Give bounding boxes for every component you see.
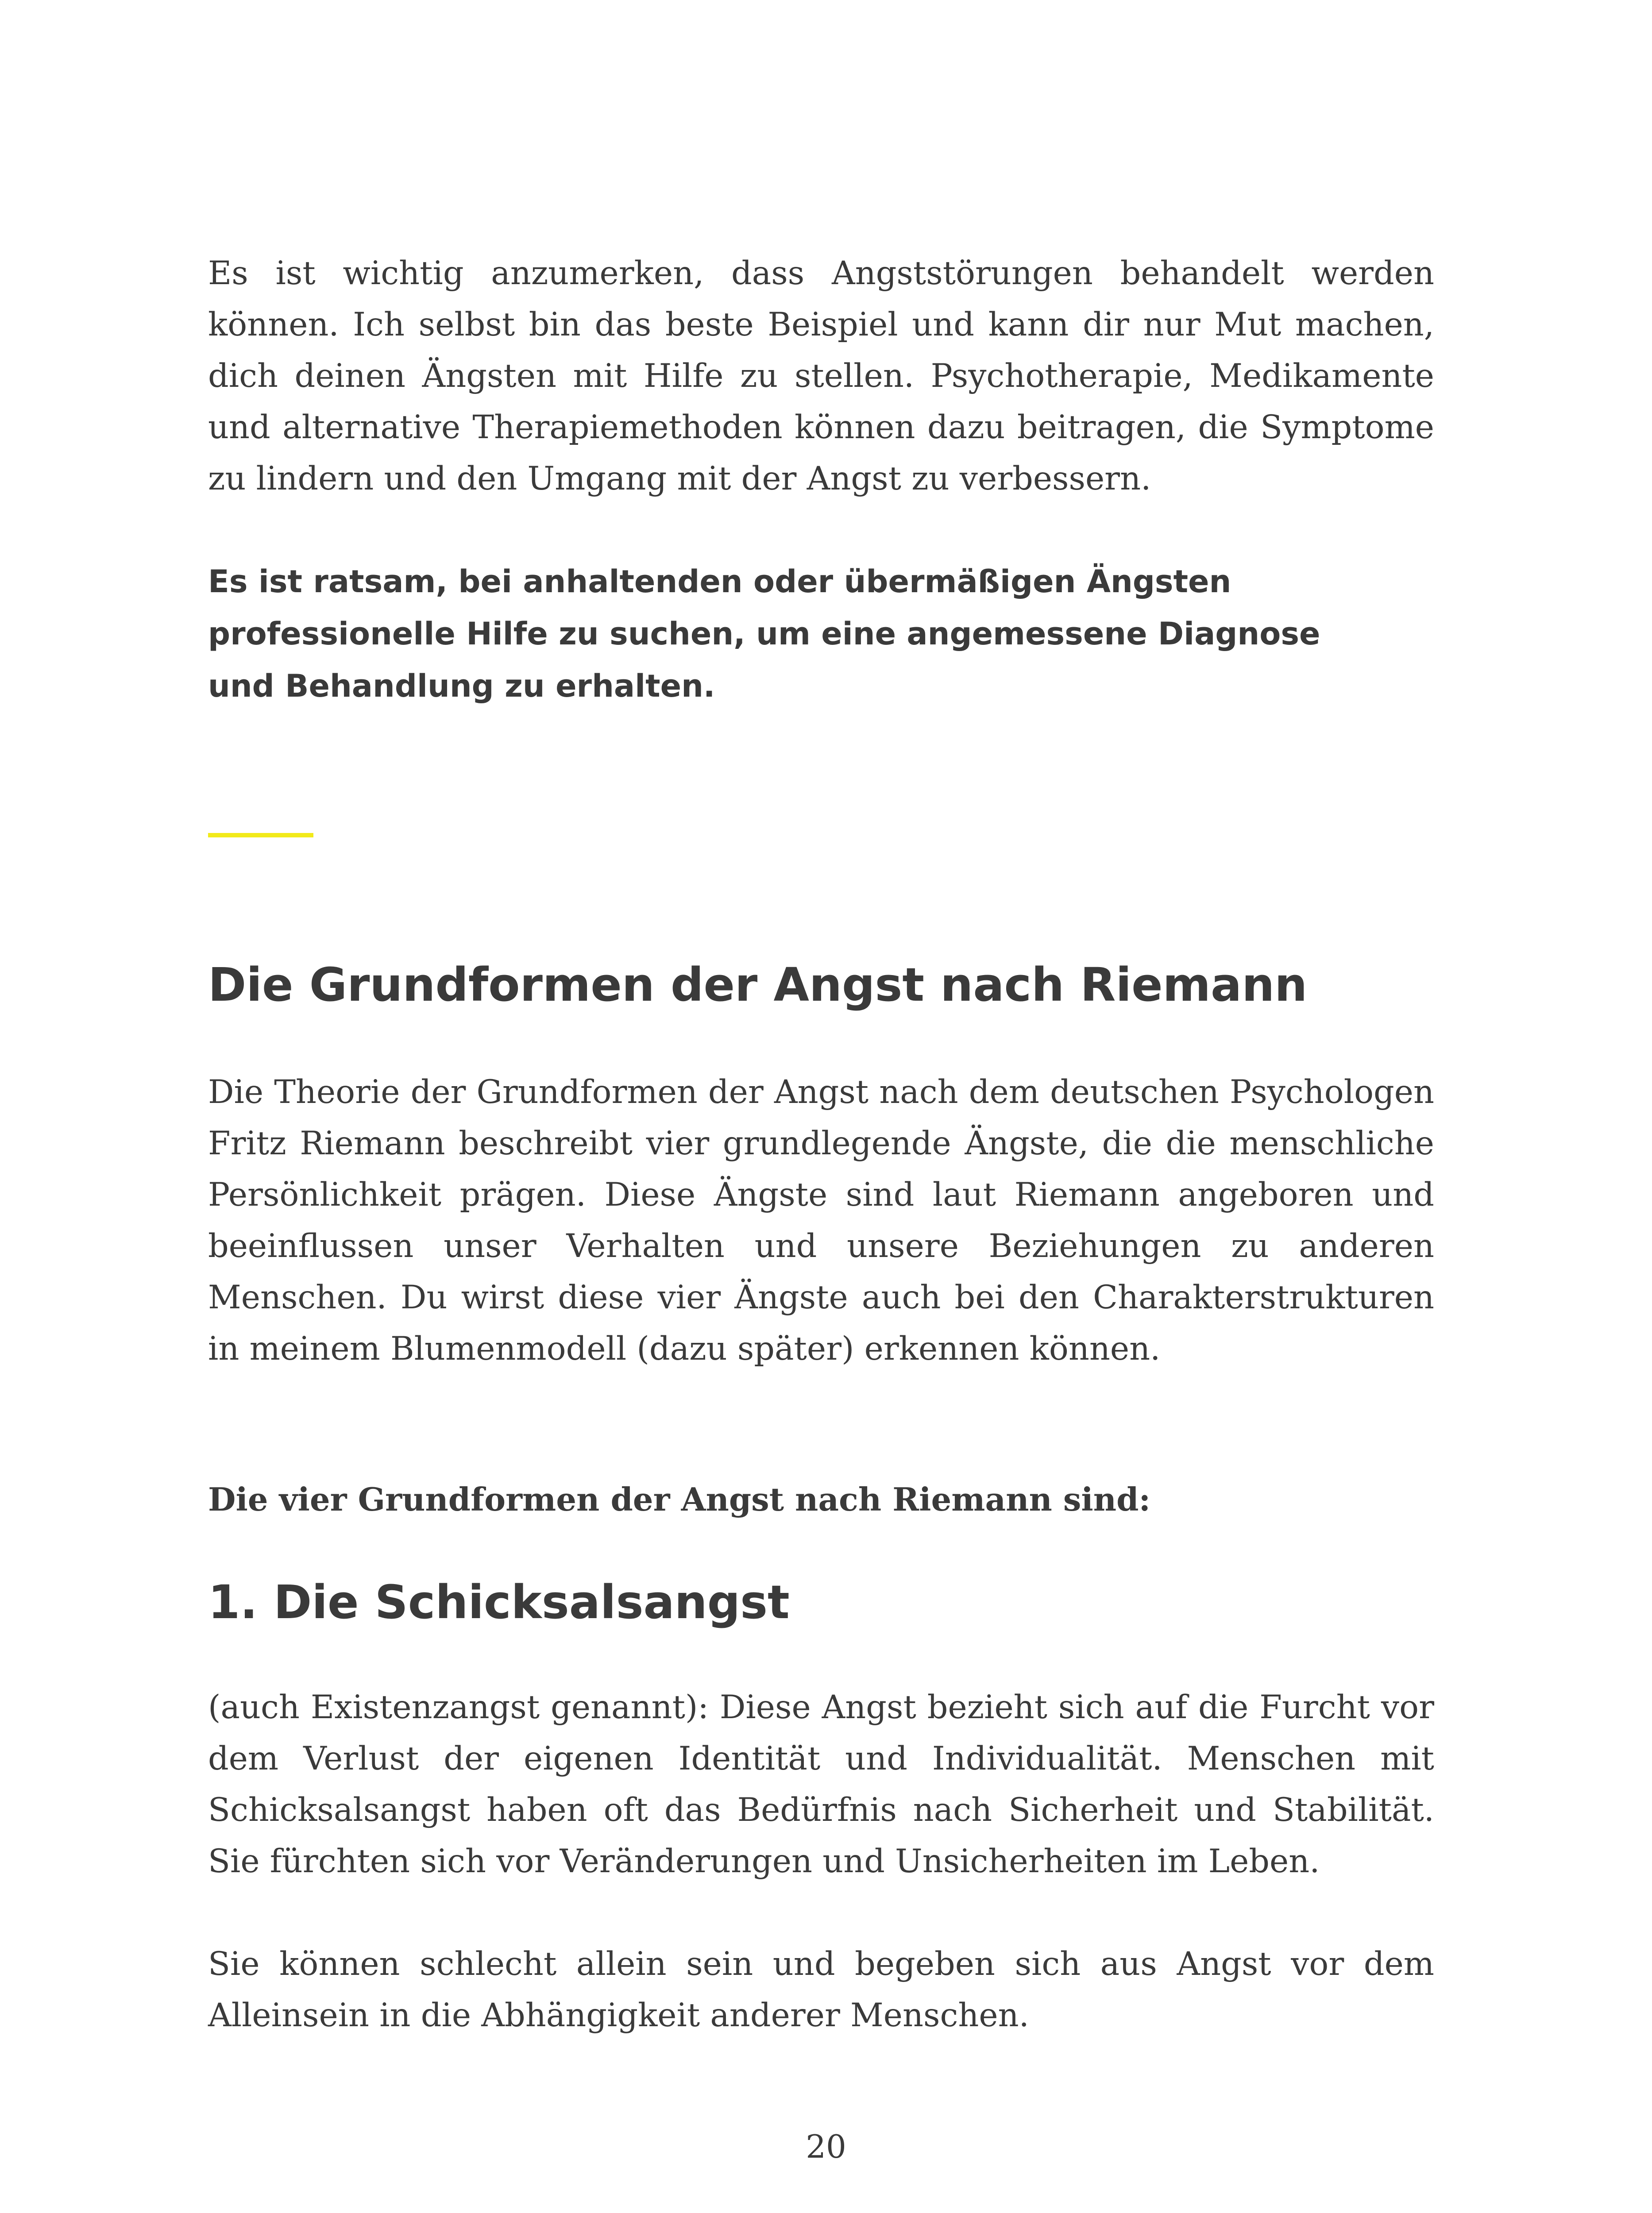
section-heading: Die Grundformen der Angst nach Riemann xyxy=(208,958,1308,1012)
callout-professional-help xyxy=(208,555,1359,712)
callout-line: professionelle Hilfe zu suchen, um eine angemessene Diagnose xyxy=(208,616,1320,652)
list-intro: Die vier Grundformen der Angst nach Riemann sind: xyxy=(208,1480,1151,1518)
paragraph-alleinsein: Sie können schlecht allein sein und begeben sich aus Angst vor dem Alleinsein in die Abhängigkeit anderer Menschen. xyxy=(208,1945,1434,2034)
subsection-heading: 1. Die Schicksalsangst xyxy=(208,1575,790,1629)
paragraph-schicksalsangst: (auch Existenzangst genannt): Diese Angst bezieht sich auf die Furcht vor dem Verlust der eigenen Identität und Individualität. Menschen mit Schicksalsangst haben oft das Bedürfnis nach Sicherheit und Stabilität. Sie fürchten sich vor Veränderungen und Unsicherheiten im Leben. xyxy=(208,1689,1434,1880)
callout-line: Es ist ratsam, bei anhaltenden oder übermäßigen Ängsten xyxy=(208,563,1231,600)
accent-divider xyxy=(208,833,313,837)
callout-line: und Behandlung zu erhalten. xyxy=(208,668,715,704)
paragraph-riemann-theory: Die Theorie der Grundformen der Angst nach dem deutschen Psychologen Fritz Riemann beschreibt vier grundlegende Ängste, die die menschliche Persönlichkeit prägen. Diese Ängste sind laut Riemann angeboren und beeinflussen unser Verhalten und unsere Beziehungen zu anderen Menschen. Du wirst diese vier Ängste auch bei den Charakterstrukturen in meinem Blumenmodell (dazu später) erkennen können. xyxy=(208,1073,1434,1368)
paragraph-treatment: Es ist wichtig anzumerken, dass Angststörungen behandelt werden können. Ich selbst bin das beste Beispiel und kann dir nur Mut machen, dich deinen Ängsten mit Hilfe zu stellen. Psychotherapie, Medikamente und alternative Therapiemethoden können dazu beitragen, die Symptome zu lindern und den Umgang mit der Angst zu verbessern. xyxy=(208,254,1434,497)
page-number: 20 xyxy=(806,2128,846,2165)
